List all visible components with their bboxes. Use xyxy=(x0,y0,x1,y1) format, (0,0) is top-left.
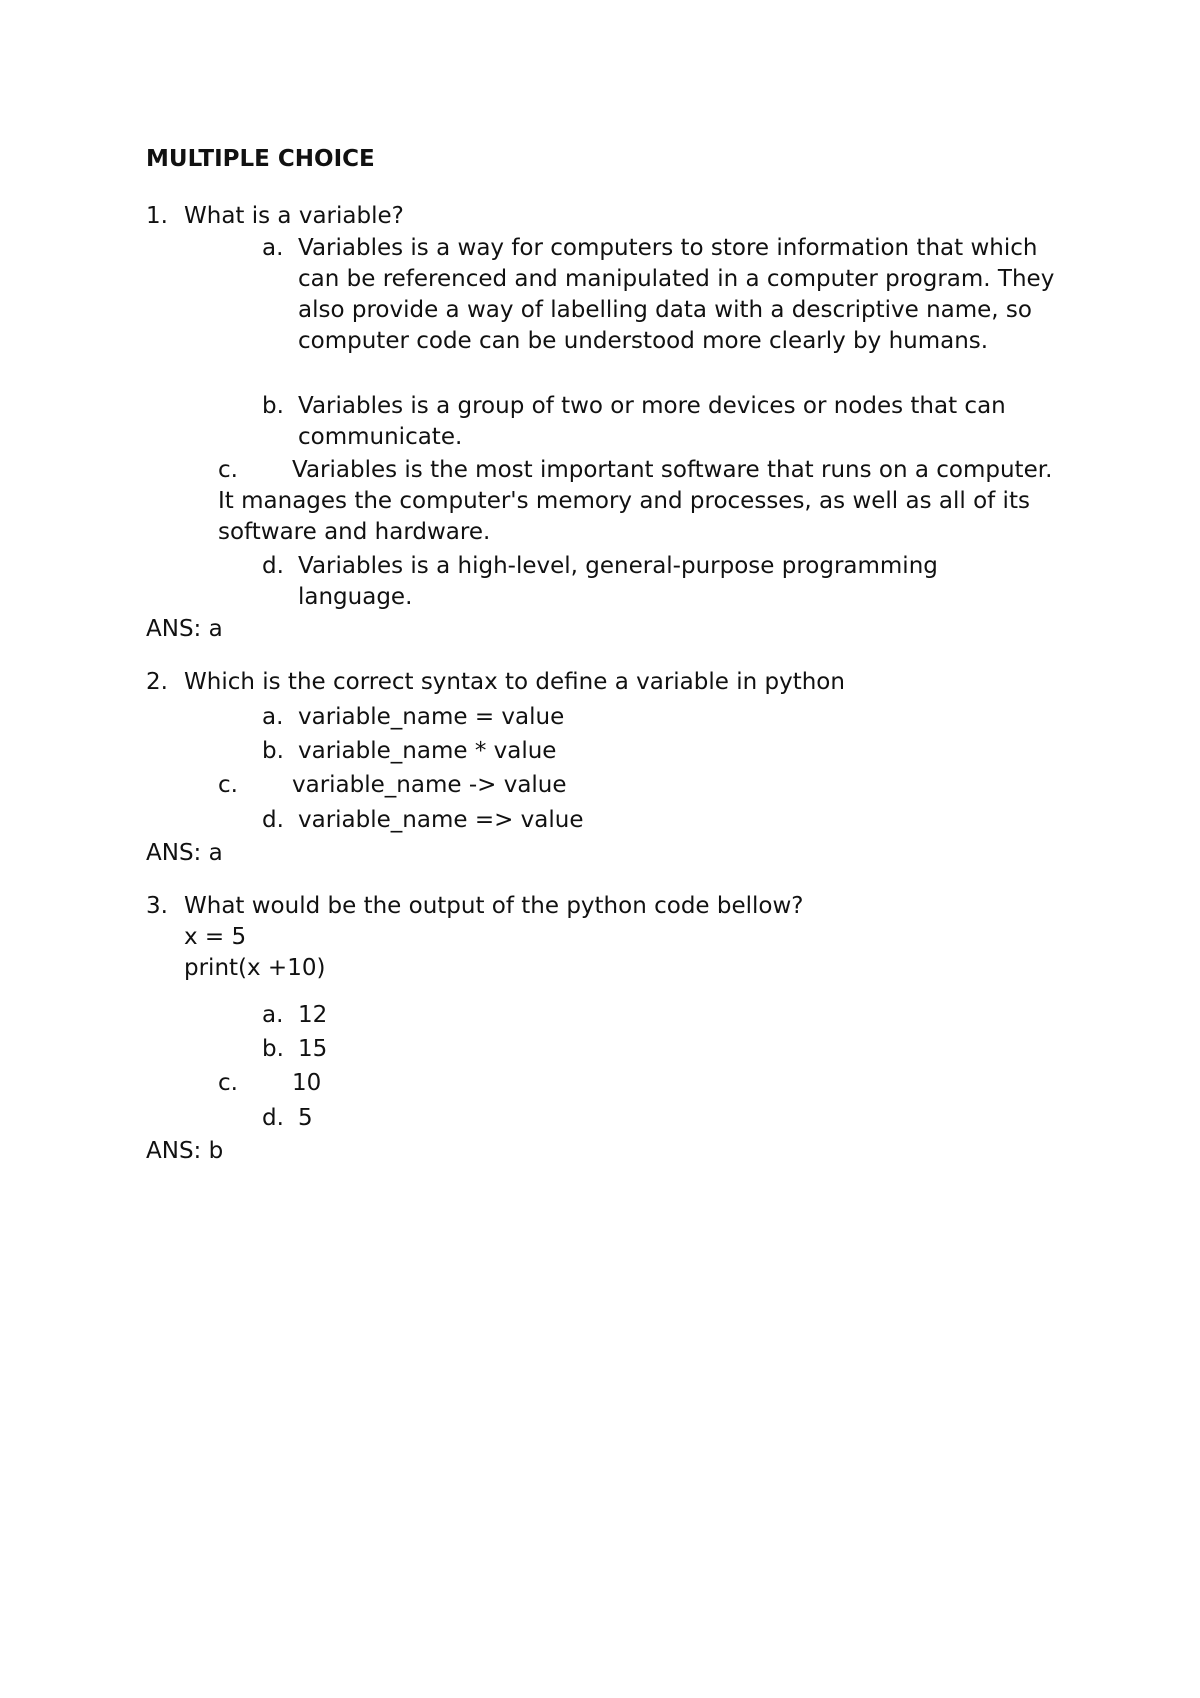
code-line: print(x +10) xyxy=(184,955,326,981)
option-label: b. xyxy=(262,1036,284,1062)
option-text: Variables is the most important software that runs on a computer. It manages the computer's memory and processes, as well as all of its software and hardware. xyxy=(218,457,1053,545)
question-text: What is a variable? xyxy=(184,203,404,229)
question-2-option-d xyxy=(262,805,1082,836)
option-text: variable_name => value xyxy=(298,807,584,833)
option-label: d. xyxy=(262,1105,284,1131)
question-2-option-a xyxy=(262,702,1082,733)
option-label: a. xyxy=(262,1002,284,1028)
question-1-option-d xyxy=(262,551,1062,613)
option-label: b. xyxy=(262,393,284,419)
question-1-option-c xyxy=(218,455,1058,548)
option-label: d. xyxy=(262,807,284,833)
question-3-option-c xyxy=(218,1068,1038,1099)
option-label: c. xyxy=(218,1070,238,1096)
question-number: 2. xyxy=(146,669,168,695)
question-1 xyxy=(146,201,404,232)
option-text: 10 xyxy=(292,1070,322,1096)
code-line: x = 5 xyxy=(184,924,247,950)
question-text: What would be the output of the python code bellow? xyxy=(184,893,804,919)
option-label: a. xyxy=(262,704,284,730)
question-3-option-a xyxy=(262,1000,1082,1031)
question-3 xyxy=(146,891,804,922)
question-1-answer: ANS: a xyxy=(146,616,223,642)
option-text: variable_name = value xyxy=(298,704,565,730)
option-label: c. xyxy=(218,772,238,798)
option-text: 5 xyxy=(298,1105,313,1131)
option-text: Variables is a high-level, general-purpose programming language. xyxy=(298,553,938,610)
option-text: 15 xyxy=(298,1036,328,1062)
question-3-option-b xyxy=(262,1034,1082,1065)
option-label: a. xyxy=(262,235,284,261)
question-number: 1. xyxy=(146,203,168,229)
option-text: Variables is a group of two or more devices or nodes that can communicate. xyxy=(298,393,1006,450)
option-text: 12 xyxy=(298,1002,328,1028)
question-number: 3. xyxy=(146,893,168,919)
question-2 xyxy=(146,667,845,698)
question-2-answer: ANS: a xyxy=(146,840,223,866)
option-text: Variables is a way for computers to store information that which can be referenced and manipulated in a computer program. They also provide a way of labelling data with a descriptive name, so computer code can be understood more clearly by humans. xyxy=(298,235,1055,354)
option-label: b. xyxy=(262,738,284,764)
option-text: variable_name -> value xyxy=(292,772,567,798)
option-text: variable_name * value xyxy=(298,738,557,764)
option-label: d. xyxy=(262,553,284,579)
question-text: Which is the correct syntax to define a variable in python xyxy=(184,669,845,695)
option-label: c. xyxy=(218,457,238,483)
question-1-option-a xyxy=(262,233,1082,357)
page-title: MULTIPLE CHOICE xyxy=(146,146,375,172)
question-2-option-c xyxy=(218,770,1038,801)
question-2-option-b xyxy=(262,736,1082,767)
question-1-option-b xyxy=(262,391,1062,453)
question-3-option-d xyxy=(262,1103,1082,1134)
question-3-answer: ANS: b xyxy=(146,1138,224,1164)
